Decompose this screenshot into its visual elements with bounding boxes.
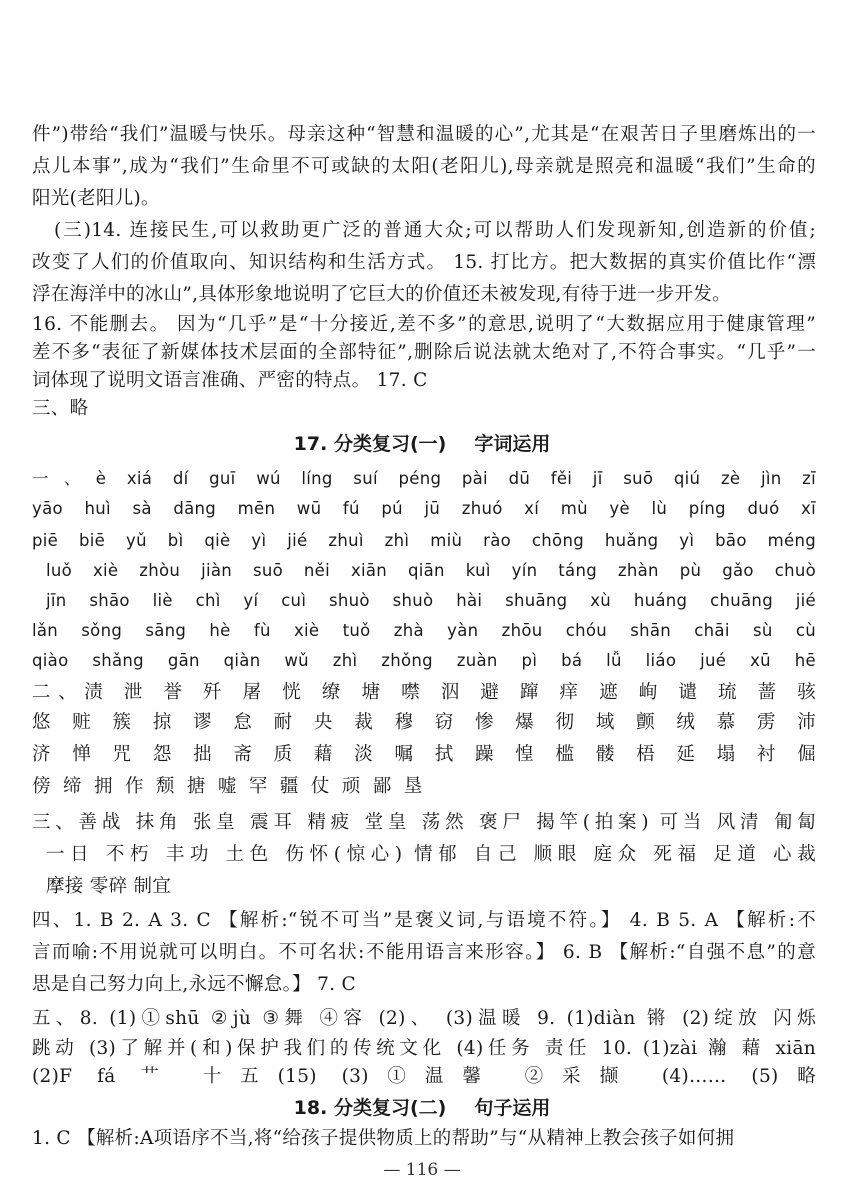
text-line: 改变了人们的价值取向、知识结构和生活方式。 15. 打比方。把大数据的真实价值比作“漂 <box>32 252 816 273</box>
answer-line: 五、8. (1)①shū ②jù ③舞 ④容 (2)、 (3)温暖 9. (1)diàn 锵 (2)绽放 闪烁 <box>32 1008 816 1029</box>
pinyin-line: luǒ xiè zhòu jiàn suō něi xiān qiān kuì yín táng zhàn pù gǎo chuò <box>46 561 816 580</box>
char-line: 悠 赃 簇 掠 谬 怠 耐 央 裁 穆 窃 惨 爆 彻 域 颤 绒 慕 雳 沛 <box>32 712 816 733</box>
pinyin-line: qiào shǎng gān qiàn wǔ zhì zhǒng zuàn pì bá lǚ liáo jué xū hē <box>32 651 816 670</box>
answer-line: 1. C 【解析:A项语序不当,将“给孩子提供物质上的帮助”与“从精神上教会孩子如何拥 <box>32 1128 735 1149</box>
heading-subtitle: 字词运用 <box>474 433 551 455</box>
answer-line: 言而喻:不用说就可以明白。不可名状:不能用语言来形容。】 6. B 【解析:“自强不息”的意 <box>32 942 816 963</box>
word-line: 三、善战 抹角 张皇 震耳 精疲 堂皇 荡然 褒尸 揭竿(拍案) 可当 风清 匍匐 <box>32 812 816 833</box>
heading-subtitle: 句子运用 <box>474 1097 551 1119</box>
pinyin-line: lǎn sǒng sāng hè fù xiè tuǒ zhà yàn zhōu chóu shān chāi sù cù <box>32 621 816 640</box>
char-line: 济 惮 咒 怨 拙 斋 质 藉 淡 嘱 拭 躁 惶 槛 髅 梧 延 塌 衬 倔 <box>32 744 816 765</box>
word-line: 摩接 零碎 制宜 <box>46 876 172 897</box>
text-line: 阳光(老阳儿)。 <box>32 188 160 209</box>
text-line: 浮在海洋中的冰山”,具体形象地说明了它巨大的价值还未被发现,有待于进一步开发。 <box>32 284 731 305</box>
pinyin-line: piē biē yǔ bì qiè yì jié zhuì zhì miù rào chōng huǎng yì bāo méng <box>32 531 816 550</box>
page-number: — 116 — <box>383 1160 461 1180</box>
section-heading-18 <box>0 1094 844 1122</box>
heading-number: 17. 分类复习(一) <box>293 433 447 455</box>
pinyin-line: 一、è xiá dí guī wú líng suí péng pài dū fěi jī suō qiú zè jìn zī <box>32 469 816 488</box>
section-heading-17 <box>0 430 844 458</box>
text-line: 差不多“表征了新媒体技术层面的全部特征”,删除后说法就太绝对了,不符合事实。“几乎”一 <box>32 342 816 363</box>
answer-line: 四、1. B 2. A 3. C 【解析:“锐不可当”是褒义词,与语境不符。】 4. B 5. A 【解析:不 <box>32 910 816 931</box>
answer-line: 跳动 (3)了解并(和)保护我们的传统文化 (4)任务 责任 10. (1)zài 瀚 藉 xiān <box>32 1038 816 1059</box>
pinyin-line: jīn shāo liè chì yí cuì shuò shuò hài shuāng xù huáng chuāng jié <box>46 591 816 610</box>
answer-line: 思是自己努力向上,永远不懈怠。】 7. C <box>32 974 356 995</box>
char-line: 二、渍 泄 誉 歼 屠 恍 缭 塘 噤 泅 避 蹿 痒 遮 峋 谴 琉 蔷 骇 <box>32 682 816 703</box>
text-line: (三)14. 连接民生,可以救助更广泛的普通大众;可以帮助人们发现新知,创造新的价值; <box>54 220 816 241</box>
text-line: 点儿本事”,成为“我们”生命里不可或缺的太阳(老阳儿),母亲就是照亮和温暖“我们”生命的 <box>32 156 816 177</box>
char-line: 傍 缔 拥 作 颓 搪 嘘 罕 疆 仗 顽 鄙 垦 <box>32 776 423 797</box>
text-line: 三、略 <box>32 398 89 419</box>
text-line: 件”)带给“我们”温暖与快乐。母亲这种“智慧和温暖的心”,尤其是“在艰苦日子里磨炼出的一 <box>32 124 816 145</box>
word-line: 一日 不朽 丰功 土色 伤怀(惊心) 情郁 自己 顺眼 庭众 死福 足道 心裁 <box>46 844 816 865</box>
text-line: 16. 不能删去。 因为“几乎”是“十分接近,差不多”的意思,说明了“大数据应用于健康管理” <box>32 314 816 335</box>
text-line: 词体现了说明文语言准确、严密的特点。 17. C <box>32 370 428 391</box>
heading-number: 18. 分类复习(二) <box>293 1097 447 1119</box>
answer-line: (2)F fá 艹 十五(15) (3)①温馨 ②采撷 (4)…… (5)略 <box>32 1066 816 1087</box>
pinyin-line: yāo huì sà dāng mēn wū fú pú jū zhuó xí mù yè lù píng duó xī <box>32 499 816 518</box>
